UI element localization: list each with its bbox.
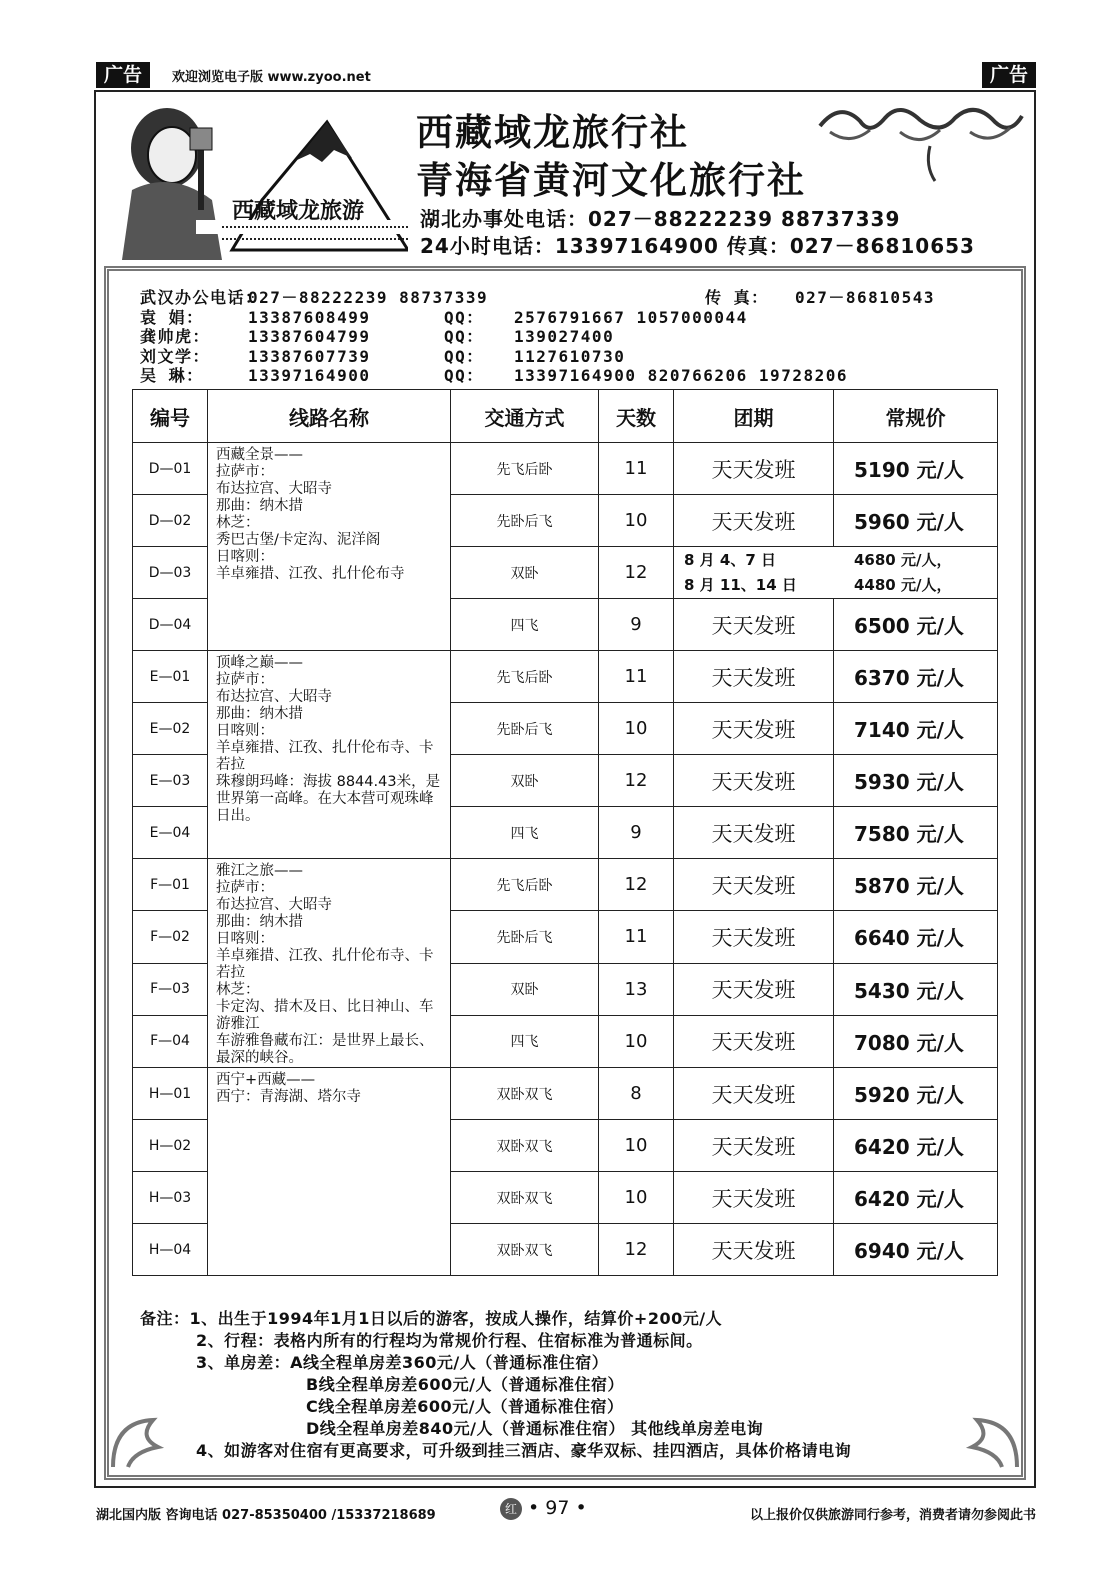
regular-price: 5920 元/人 (834, 1068, 998, 1120)
remarks (140, 1308, 851, 1462)
special-departure-line (684, 548, 997, 573)
transport-mode: 双卧 (451, 963, 599, 1015)
special-departure-line (684, 573, 997, 598)
regular-price: 6370 元/人 (834, 651, 998, 703)
route-code: F—04 (133, 1015, 208, 1067)
group-schedule: 天天发班 (674, 651, 834, 703)
agency-logo (112, 100, 408, 260)
group-schedule: 天天发班 (674, 495, 834, 547)
route-code: H—03 (133, 1172, 208, 1224)
table-row (133, 443, 998, 495)
transport-mode: 四飞 (451, 807, 599, 859)
group-schedule: 天天发班 (674, 1068, 834, 1120)
trip-days: 10 (599, 1172, 674, 1224)
trip-days: 9 (599, 599, 674, 651)
header-group-dates: 团期 (674, 390, 834, 443)
ad-tag-left: 广告 (96, 62, 150, 88)
group-schedule: 天天发班 (674, 599, 834, 651)
trip-days: 11 (599, 651, 674, 703)
route-code: D—02 (133, 495, 208, 547)
transport-mode: 双卧双飞 (451, 1224, 599, 1276)
note-line: 备注：1、出生于1994年1月1日以后的游客，按成人操作，结算价+200元/人 (140, 1309, 723, 1328)
special-dates: 8 月 11、14 日 (684, 575, 797, 594)
regular-price: 5930 元/人 (834, 755, 998, 807)
header-transport: 交通方式 (451, 390, 599, 443)
table-header-row (133, 390, 998, 443)
regular-price: 5430 元/人 (834, 963, 998, 1015)
page-badge-icon: 红 (500, 1498, 522, 1520)
group-schedule: 天天发班 (674, 963, 834, 1015)
group-schedule: 天天发班 (674, 807, 834, 859)
table-row (133, 1068, 998, 1120)
trip-days: 12 (599, 1224, 674, 1276)
transport-mode: 先卧后飞 (451, 703, 599, 755)
trip-days: 12 (599, 547, 674, 599)
regular-price: 6940 元/人 (834, 1224, 998, 1276)
regular-price: 5960 元/人 (834, 495, 998, 547)
note-line: 2、行程：表格内所有的行程均为常规价行程、住宿标准为普通标间。 (196, 1331, 703, 1350)
footer-right: 以上报价仅供旅游同行参考，消费者请勿参阅此书 (749, 1508, 1036, 1523)
corner-ornament-icon (922, 1412, 1022, 1472)
route-description: 西藏全景—— 拉萨市： 布达拉宫、大昭寺 那曲：纳木措 林芝： 秀巴古堡/卡定沟、泥洋阁 日喀则： 羊卓雍措、江孜、扎什伦布寺 (208, 443, 451, 651)
note-line: B线全程单房差600元/人（普通标准住宿） (306, 1375, 624, 1394)
route-code: F—02 (133, 911, 208, 963)
transport-mode: 四飞 (451, 599, 599, 651)
trip-days: 10 (599, 495, 674, 547)
route-description: 雅江之旅—— 拉萨市： 布达拉宫、大昭寺 那曲：纳木措 日喀则： 羊卓雍措、江孜、扎什伦布寺、卡若拉 林芝： 卡定沟、措木及日、比日神山、车游雅江 车游雅鲁藏布江：是世界上最长、最深的峡谷。 (208, 859, 451, 1068)
trip-days: 8 (599, 1068, 674, 1120)
special-dates: 8 月 4、7 日 (684, 550, 776, 569)
note-line: 4、如游客对住宿有更高要求，可升级到挂三酒店、豪华双标、挂四酒店，具体价格请电询 (196, 1441, 852, 1460)
route-code: E—02 (133, 703, 208, 755)
trip-days: 10 (599, 1120, 674, 1172)
transport-mode: 先卧后飞 (451, 911, 599, 963)
transport-mode: 先卧后飞 (451, 495, 599, 547)
group-schedule: 天天发班 (674, 1172, 834, 1224)
route-code: F—03 (133, 963, 208, 1015)
regular-price: 6420 元/人 (834, 1120, 998, 1172)
group-schedule: 天天发班 (674, 1120, 834, 1172)
page-number: 红 • 97 • (500, 1497, 587, 1520)
trip-days: 11 (599, 443, 674, 495)
route-price-table (132, 389, 998, 1276)
note-line: C线全程单房差600元/人（普通标准住宿） (306, 1397, 624, 1416)
table-row (133, 651, 998, 703)
group-schedule: 天天发班 (674, 755, 834, 807)
group-schedule: 天天发班 (674, 911, 834, 963)
group-schedule: 天天发班 (674, 1015, 834, 1067)
group-schedule: 天天发班 (674, 1224, 834, 1276)
transport-mode: 双卧双飞 (451, 1172, 599, 1224)
special-price: 4480 元/人， (854, 575, 952, 594)
transport-mode: 先飞后卧 (451, 651, 599, 703)
route-code: H—01 (133, 1068, 208, 1120)
route-code: E—03 (133, 755, 208, 807)
brand-title-1: 西藏域龙旅行社 (416, 110, 689, 154)
trip-days: 10 (599, 703, 674, 755)
special-departures (674, 547, 998, 599)
regular-price: 7080 元/人 (834, 1015, 998, 1067)
trip-days: 12 (599, 755, 674, 807)
header-route: 线路名称 (208, 390, 451, 443)
transport-mode: 先飞后卧 (451, 443, 599, 495)
table-row (133, 859, 998, 911)
transport-mode: 先飞后卧 (451, 859, 599, 911)
route-code: H—02 (133, 1120, 208, 1172)
route-description: 顶峰之巅—— 拉萨市： 布达拉宫、大昭寺 那曲：纳木措 日喀则： 羊卓雍措、江孜、扎什伦布寺、卡若拉 珠穆朗玛峰：海拔 8844.43米，是世界第一高峰。在大本营可观珠峰日出。 (208, 651, 451, 859)
transport-mode: 四飞 (451, 1015, 599, 1067)
trip-days: 11 (599, 911, 674, 963)
group-schedule: 天天发班 (674, 859, 834, 911)
trip-days: 12 (599, 859, 674, 911)
regular-price: 6640 元/人 (834, 911, 998, 963)
route-description: 西宁+西藏—— 西宁：青海湖、塔尔寺 (208, 1068, 451, 1276)
note-line: D线全程单房差840元/人（普通标准住宿） 其他线单房差电询 (306, 1419, 764, 1438)
trip-days: 9 (599, 807, 674, 859)
route-code: E—04 (133, 807, 208, 859)
transport-mode: 双卧双飞 (451, 1120, 599, 1172)
route-code: H—04 (133, 1224, 208, 1276)
header-days: 天数 (599, 390, 674, 443)
footer-left: 湖北国内版 咨询电话 027-85350400 /15337218689 (96, 1508, 436, 1523)
regular-price: 5190 元/人 (834, 443, 998, 495)
note-line: 3、单房差：A线全程单房差360元/人（普通标准住宿） (196, 1353, 609, 1372)
welcome-text: 欢迎浏览电子版 www.zyoo.net (172, 70, 371, 85)
regular-price: 5870 元/人 (834, 859, 998, 911)
group-schedule: 天天发班 (674, 443, 834, 495)
logo-text: 西藏域龙旅游 (232, 198, 365, 224)
regular-price: 6500 元/人 (834, 599, 998, 651)
trip-days: 10 (599, 1015, 674, 1067)
transport-mode: 双卧双飞 (451, 1068, 599, 1120)
regular-price: 7580 元/人 (834, 807, 998, 859)
hubei-office-phone: 湖北办事处电话：027－88222239 88737339 (420, 207, 901, 231)
transport-mode: 双卧 (451, 547, 599, 599)
tibetan-script-decoration (222, 226, 408, 240)
transport-mode: 双卧 (451, 755, 599, 807)
route-code: E—01 (133, 651, 208, 703)
brand-title-2: 青海省黄河文化旅行社 (416, 158, 806, 202)
special-price: 4680 元/人， (854, 550, 952, 569)
hotline-fax: 24小时电话：13397164900 传真：027－86810653 (420, 234, 975, 258)
trip-days: 13 (599, 963, 674, 1015)
regular-price: 7140 元/人 (834, 703, 998, 755)
header-code: 编号 (133, 390, 208, 443)
route-code: D—03 (133, 547, 208, 599)
group-schedule: 天天发班 (674, 703, 834, 755)
ad-tag-right: 广告 (982, 62, 1036, 88)
ornament-icon (810, 96, 1030, 186)
route-code: D—04 (133, 599, 208, 651)
route-code: D—01 (133, 443, 208, 495)
route-code: F—01 (133, 859, 208, 911)
header-price: 常规价 (834, 390, 998, 443)
regular-price: 6420 元/人 (834, 1172, 998, 1224)
